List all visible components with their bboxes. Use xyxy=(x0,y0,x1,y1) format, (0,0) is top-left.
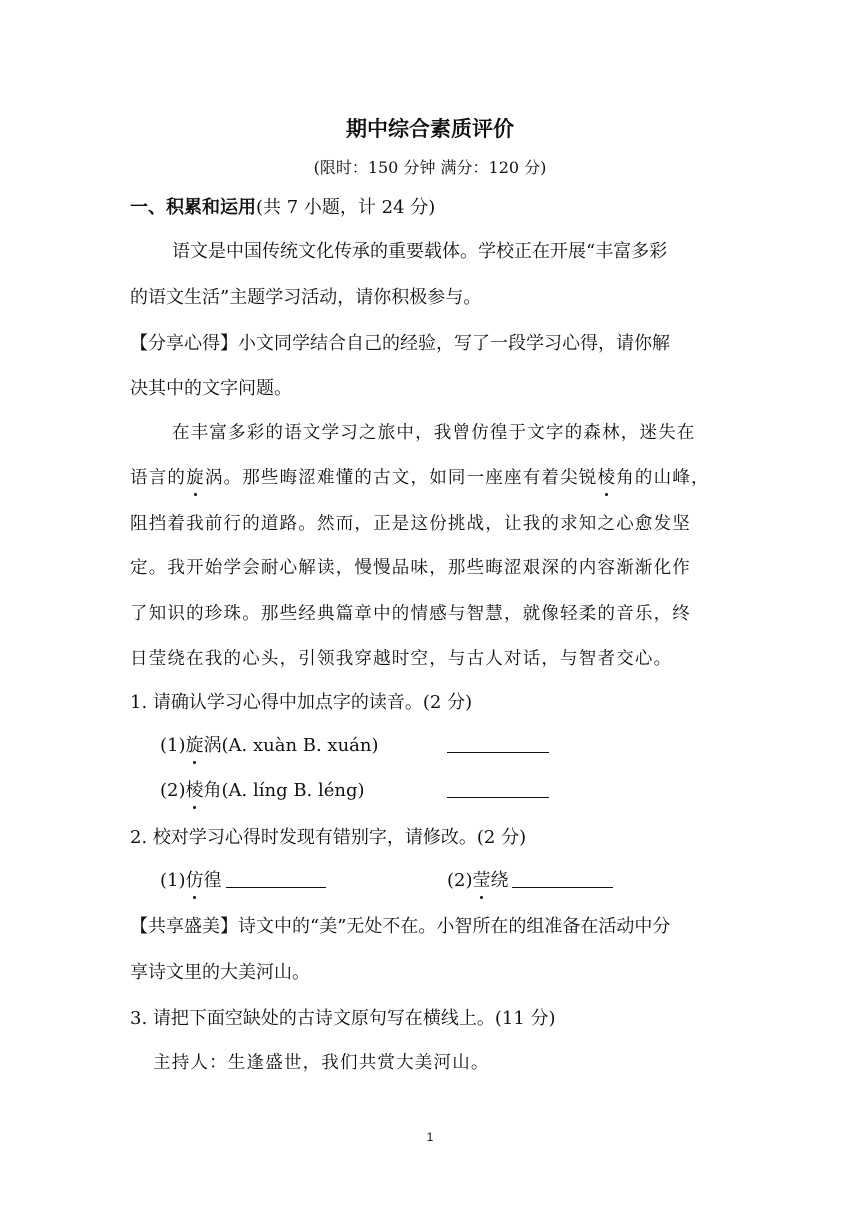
question-2-stem: 2. 校对学习心得时发现有错别字，请修改。(2 分) xyxy=(130,827,527,848)
beauty-line: 享诗文里的大美河山。 xyxy=(130,962,310,983)
passage-line: 日莹绕在我的心头，引领我穿越时空，与古人对话，与智者交心。 xyxy=(130,649,673,669)
share-tag: 【分享心得】 xyxy=(130,333,238,354)
item-text: 徨 xyxy=(203,870,222,891)
dotted-char: 旋 xyxy=(186,733,204,759)
share-line: 决其中的文字问题。 xyxy=(130,378,292,399)
item-text: 角(A. líng B. léng) xyxy=(203,780,365,801)
passage-text: 涡。那些晦涩难懂的古文，如同一座座有着尖锐 xyxy=(204,468,598,488)
question-2-item xyxy=(160,868,222,894)
share-line xyxy=(130,331,670,357)
passage-line: 定。我开始学会耐心解读，慢慢品味，那些晦涩艰深的内容渐渐化作 xyxy=(130,558,691,578)
answer-blank[interactable] xyxy=(447,779,549,798)
item-number: (2) xyxy=(447,870,473,891)
item-number: (1) xyxy=(160,735,186,756)
share-text: 小文同学结合自己的经验，写了一段学习心得，请你解 xyxy=(238,333,670,354)
intro-line: 的语文生活”主题学习活动，请你积极参与。 xyxy=(130,287,482,308)
question-2-item xyxy=(447,868,509,894)
beauty-line xyxy=(130,914,670,940)
answer-blank[interactable] xyxy=(447,734,549,753)
passage-line: 在丰富多彩的语文学习之旅中，我曾仿徨于文字的森林，迷失在 xyxy=(172,423,696,443)
section-heading xyxy=(130,195,435,221)
dotted-char: 棱 xyxy=(186,778,204,804)
question-1-item xyxy=(160,733,379,759)
passage-text: 角的山峰， xyxy=(616,468,710,488)
item-number: (1) xyxy=(160,870,186,891)
page-title: 期中综合素质评价 xyxy=(346,117,514,141)
question-1-stem: 1. 请确认学习心得中加点字的读音。(2 分) xyxy=(130,692,473,713)
intro-line: 语文是中国传统文化传承的重要载体。学校正在开展“丰富多彩 xyxy=(172,241,668,262)
passage-line xyxy=(130,465,710,491)
dotted-char: 仿 xyxy=(186,868,204,894)
dotted-char: 旋 xyxy=(186,465,205,491)
section-heading-score: (共 7 小题，计 24 分) xyxy=(256,197,436,218)
item-text: 涡(A. xuàn B. xuán) xyxy=(203,735,379,756)
beauty-tag: 【共享盛美】 xyxy=(130,916,238,937)
passage-text: 语言的 xyxy=(130,468,187,488)
page-number: 1 xyxy=(426,1130,434,1144)
beauty-text: 诗文中的“美”无处不在。小智所在的组准备在活动中分 xyxy=(238,916,671,937)
section-heading-label: 一、积累和运用 xyxy=(130,197,256,218)
passage-line: 阻挡着我前行的道路。然而，正是这份挑战，让我的求知之心愈发坚 xyxy=(130,514,691,534)
host-line: 主持人：生逢盛世，我们共赏大美河山。 xyxy=(153,1053,490,1073)
item-number: (2) xyxy=(160,780,186,801)
passage-line: 了知识的珍珠。那些经典篇章中的情感与智慧，就像轻柔的音乐，终 xyxy=(130,604,691,624)
exam-info: (限时：150 分钟 满分：120 分) xyxy=(313,158,547,177)
item-text: 绕 xyxy=(490,870,509,891)
answer-blank[interactable] xyxy=(226,869,326,888)
answer-blank[interactable] xyxy=(512,869,613,888)
dotted-char: 莹 xyxy=(473,868,491,894)
dotted-char: 棱 xyxy=(598,465,617,491)
question-1-item xyxy=(160,778,365,804)
question-3-stem: 3. 请把下面空缺处的古诗文原句写在横线上。(11 分) xyxy=(130,1008,556,1029)
